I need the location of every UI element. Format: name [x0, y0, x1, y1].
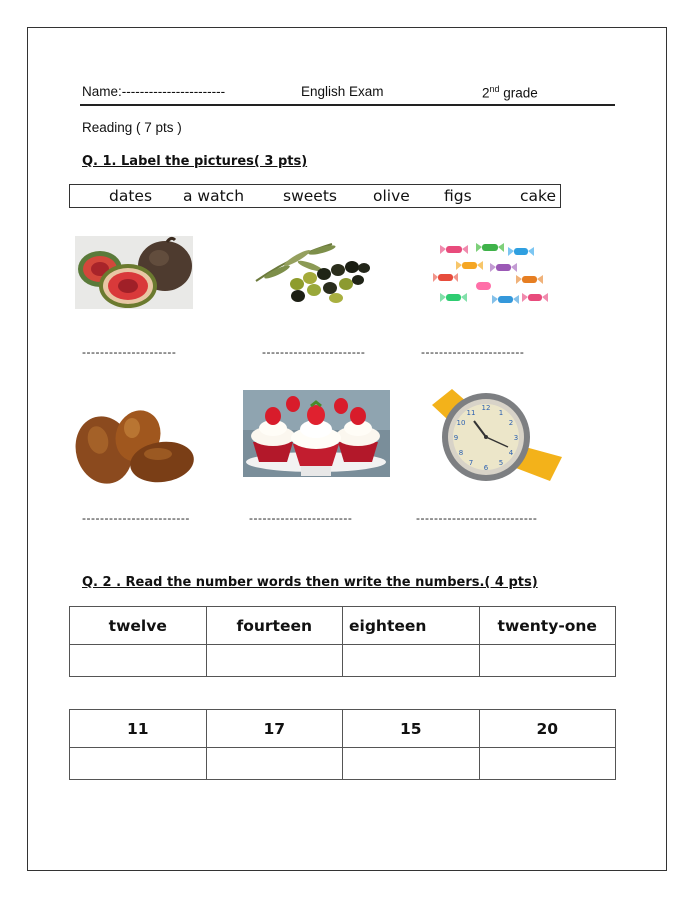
dates-picture	[70, 400, 198, 490]
table-cell: 11	[70, 710, 207, 748]
grade-number: 2	[482, 85, 490, 101]
table-cell: eighteen	[343, 607, 480, 645]
svg-text:11: 11	[466, 409, 476, 417]
question-2-title: Q. 2 . Read the number words then write the numbers.( 4 pts)	[82, 575, 538, 590]
numbers-table	[69, 709, 616, 780]
word-bank-item: olive	[373, 187, 410, 205]
answer-line[interactable]: -----------------------	[249, 511, 353, 525]
exam-title: English Exam	[301, 84, 384, 99]
word-bank-item: figs	[444, 187, 472, 205]
answer-row	[70, 645, 616, 677]
table-cell: twelve	[70, 607, 207, 645]
answer-cell[interactable]	[70, 748, 207, 780]
svg-text:9: 9	[453, 434, 459, 442]
sweets-picture	[432, 238, 552, 316]
answer-cell[interactable]	[343, 748, 480, 780]
cake-picture	[243, 390, 390, 477]
table-row	[70, 710, 616, 748]
question-1-title: Q. 1. Label the pictures( 3 pts)	[82, 154, 308, 169]
number-words-table	[69, 606, 616, 677]
svg-text:2: 2	[508, 419, 514, 427]
grade-word: grade	[499, 85, 538, 101]
grade-suffix: nd	[489, 84, 500, 94]
answer-cell[interactable]	[70, 645, 207, 677]
olive-picture	[252, 236, 380, 306]
answer-line[interactable]: ---------------------------	[416, 511, 538, 525]
word-bank-item: sweets	[283, 187, 337, 205]
answer-cell[interactable]	[479, 748, 616, 780]
table-cell: 20	[479, 710, 616, 748]
svg-text:7: 7	[468, 459, 474, 467]
svg-text:8: 8	[458, 449, 464, 457]
svg-text:6: 6	[483, 464, 489, 472]
svg-text:4: 4	[508, 449, 514, 457]
word-bank-item: cake	[520, 187, 556, 205]
figs-picture	[75, 236, 193, 309]
answer-cell[interactable]	[206, 748, 343, 780]
svg-text:5: 5	[498, 459, 504, 467]
svg-text:1: 1	[498, 409, 504, 417]
table-cell: 15	[343, 710, 480, 748]
answer-line[interactable]: ---------------------	[82, 345, 177, 359]
answer-row	[70, 748, 616, 780]
answer-cell[interactable]	[206, 645, 343, 677]
name-field: Name:-----------------------	[82, 84, 226, 99]
svg-text:3: 3	[513, 434, 519, 442]
svg-text:10: 10	[456, 419, 466, 427]
header-divider	[80, 104, 615, 106]
grade-label	[482, 84, 538, 101]
table-cell: twenty-one	[479, 607, 616, 645]
answer-cell[interactable]	[343, 645, 480, 677]
svg-text:12: 12	[481, 404, 491, 412]
answer-line[interactable]: -----------------------	[421, 345, 525, 359]
table-cell: fourteen	[206, 607, 343, 645]
word-bank	[69, 184, 561, 208]
answer-line[interactable]: ------------------------	[82, 511, 190, 525]
answer-line[interactable]: -----------------------	[262, 345, 366, 359]
answer-cell[interactable]	[479, 645, 616, 677]
table-row	[70, 607, 616, 645]
reading-section-label: Reading ( 7 pts )	[82, 120, 182, 135]
word-bank-item: dates	[109, 187, 153, 205]
word-bank-item: a watch	[183, 187, 245, 205]
table-cell: 17	[206, 710, 343, 748]
watch-picture	[422, 385, 567, 485]
